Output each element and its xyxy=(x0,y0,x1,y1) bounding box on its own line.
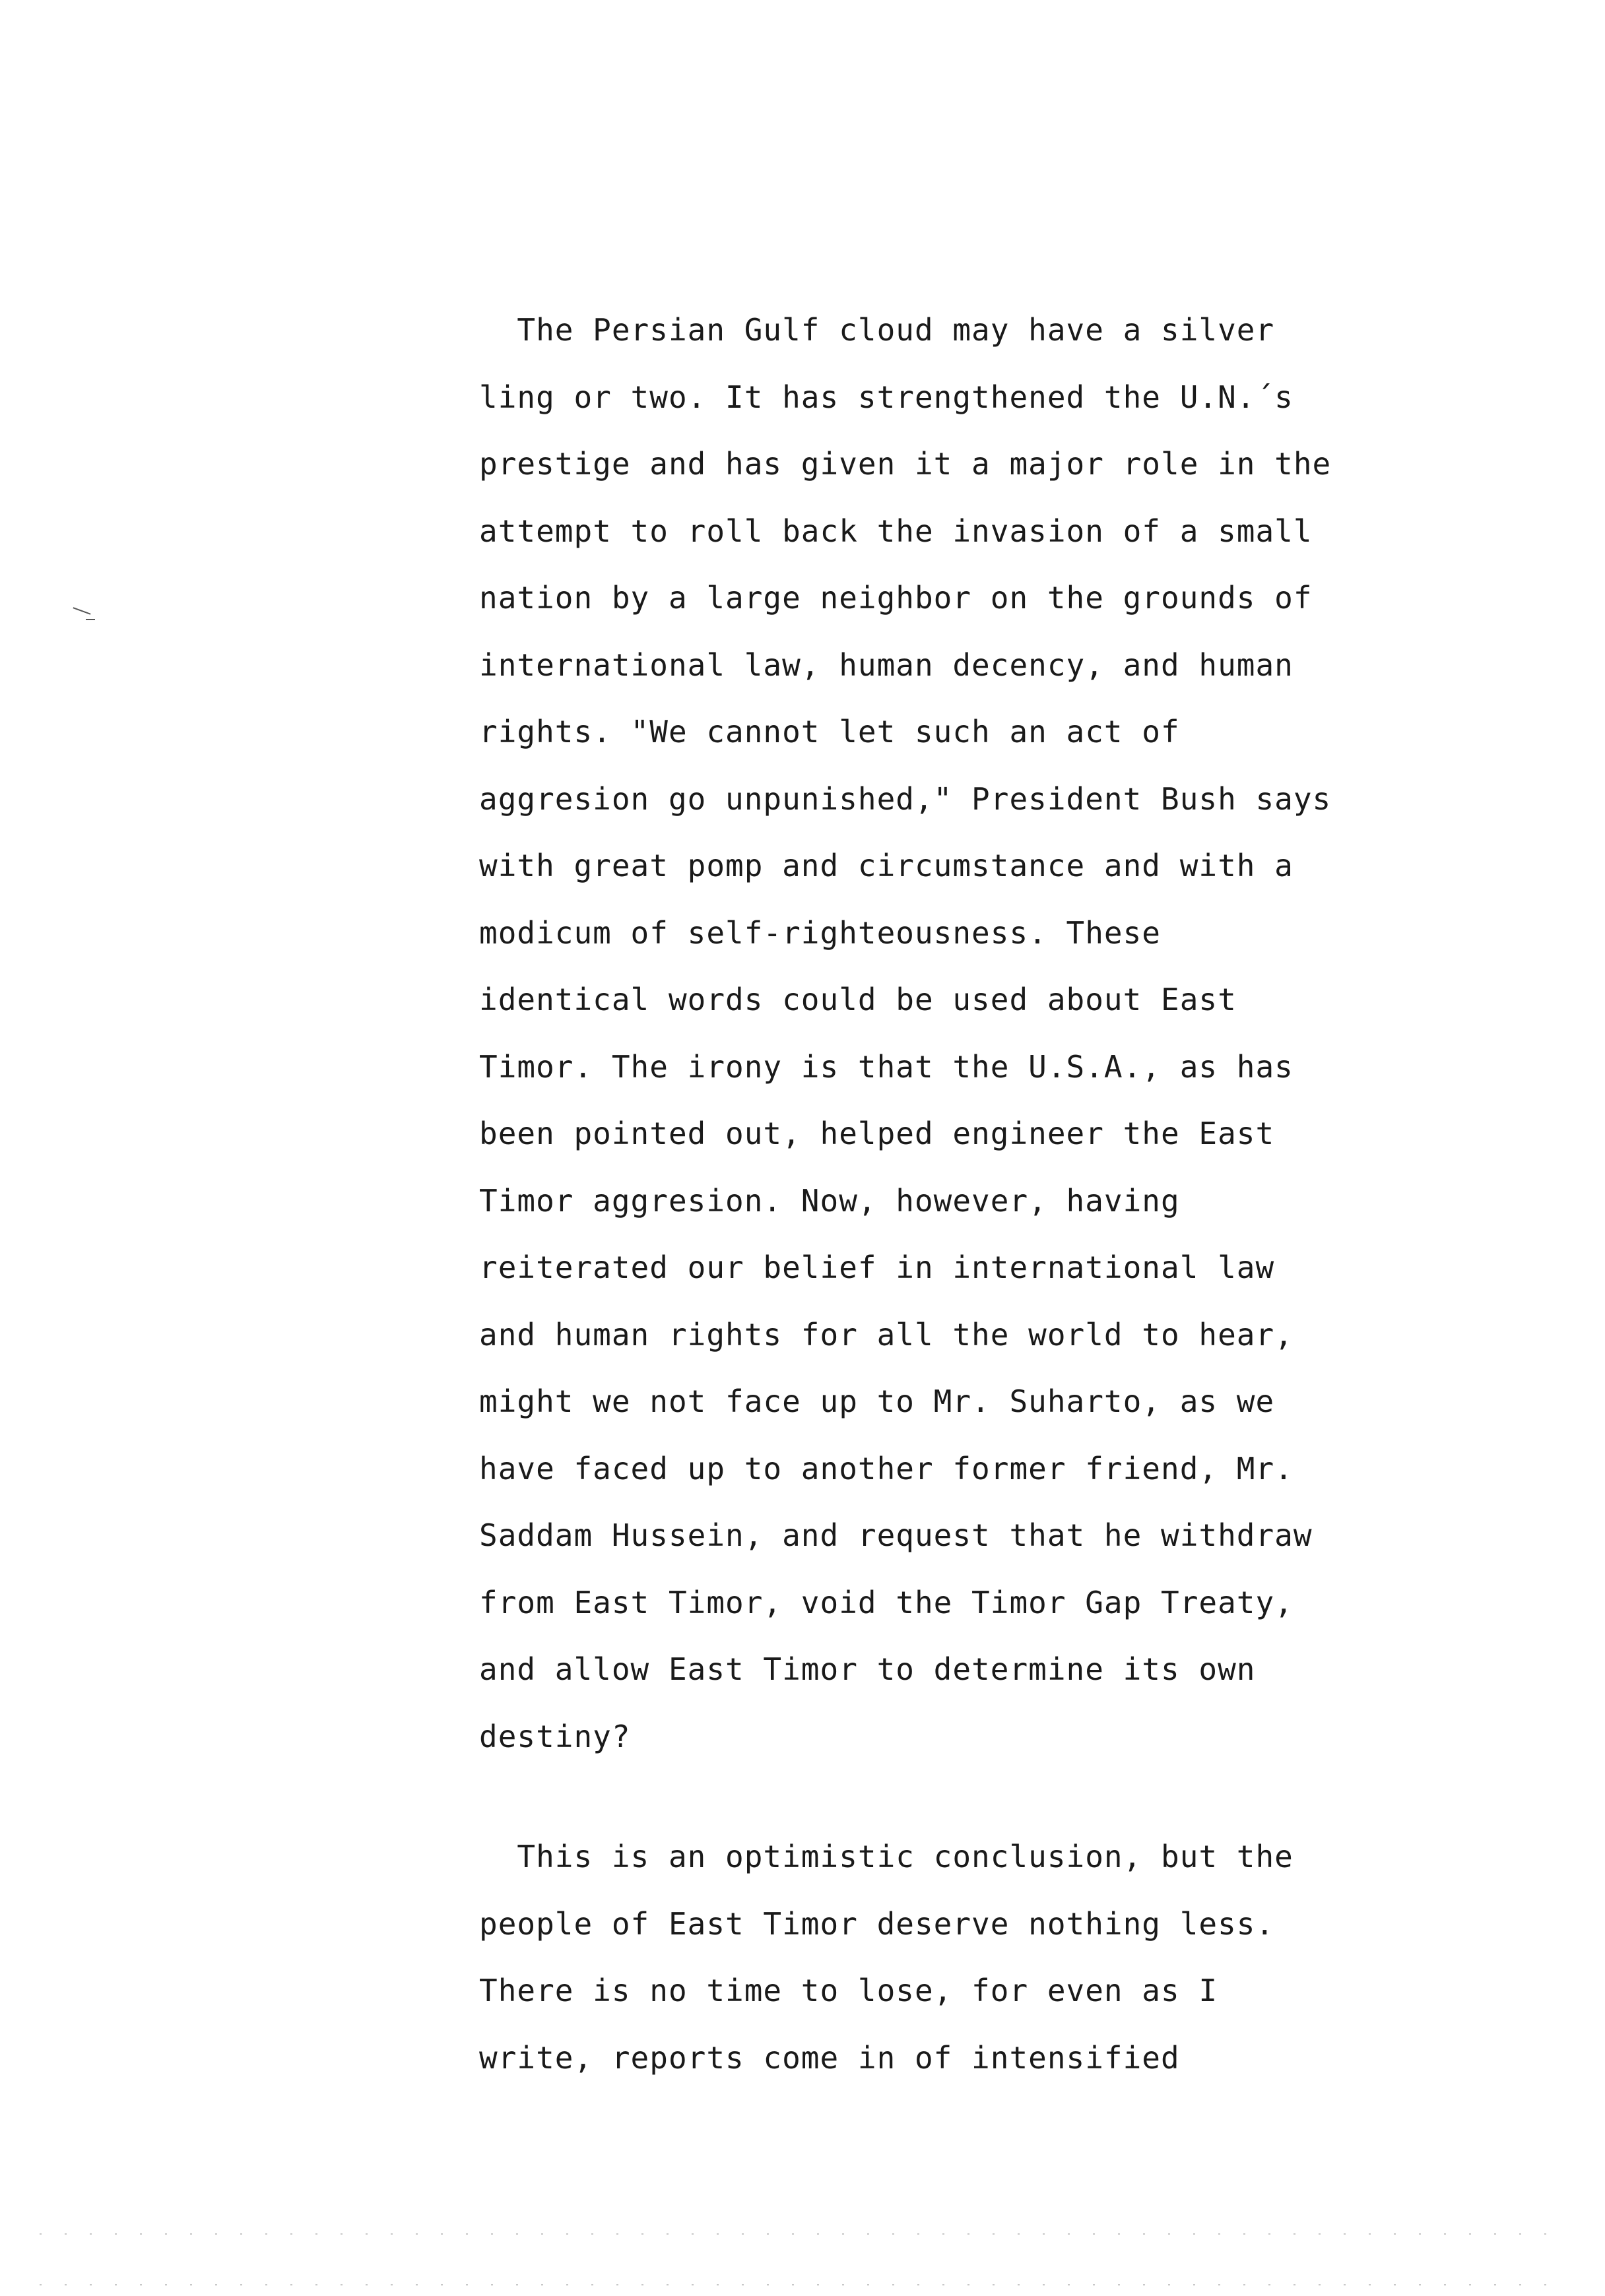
text-line: might we not face up to Mr. Suharto, as we xyxy=(479,1384,1275,1419)
text-line: people of East Timor deserve nothing less. xyxy=(479,1905,1275,1942)
text-line: and allow East Timor to determine its own xyxy=(479,1651,1256,1687)
text-line: identical words could be used about East xyxy=(479,982,1237,1017)
text-line: Saddam Hussein, and request that he withdraw xyxy=(479,1517,1313,1553)
text-line: have faced up to another former friend, Mr. xyxy=(479,1450,1294,1486)
text-line: aggresion go unpunished," President Bush says xyxy=(479,781,1332,817)
text-line: write, reports come in of intensified xyxy=(479,2039,1180,2076)
text-line: nation by a large neighbor on the grounds of xyxy=(479,580,1313,616)
text-line: been pointed out, helped engineer the East xyxy=(479,1116,1275,1151)
text-line: attempt to roll back the invasion of a small xyxy=(479,513,1313,549)
text-line: reiterated our belief in international law xyxy=(479,1250,1275,1285)
paragraph-2 xyxy=(479,1824,1403,2091)
text-line: This is an optimistic conclusion, but the xyxy=(479,1839,1294,1874)
text-line: from East Timor, void the Timor Gap Treaty, xyxy=(479,1584,1294,1620)
text-line: prestige and has given it a major role in the xyxy=(479,446,1332,482)
scan-noise xyxy=(40,2233,1557,2235)
text-line: ling or two. It has strengthened the U.N.´s xyxy=(479,379,1294,415)
text-line: international law, human decency, and human xyxy=(479,647,1294,683)
text-line: Timor. The irony is that the U.S.A., as has xyxy=(479,1048,1294,1085)
text-line: The Persian Gulf cloud may have a silver xyxy=(479,312,1275,348)
scan-speck xyxy=(86,619,95,620)
text-line: modicum of self-righteousness. These xyxy=(479,914,1161,951)
text-line: rights. "We cannot let such an act of xyxy=(479,714,1180,749)
scan-noise xyxy=(40,2284,1557,2285)
paragraph-1 xyxy=(479,297,1403,1770)
scan-speck xyxy=(73,607,91,614)
text-line: Timor aggresion. Now, however, having xyxy=(479,1182,1180,1219)
text-line: There is no time to lose, for even as I xyxy=(479,1973,1218,2008)
text-line: and human rights for all the world to hear, xyxy=(479,1316,1294,1353)
text-line: with great pomp and circumstance and with a xyxy=(479,848,1294,883)
text-line: destiny? xyxy=(479,1718,631,1754)
